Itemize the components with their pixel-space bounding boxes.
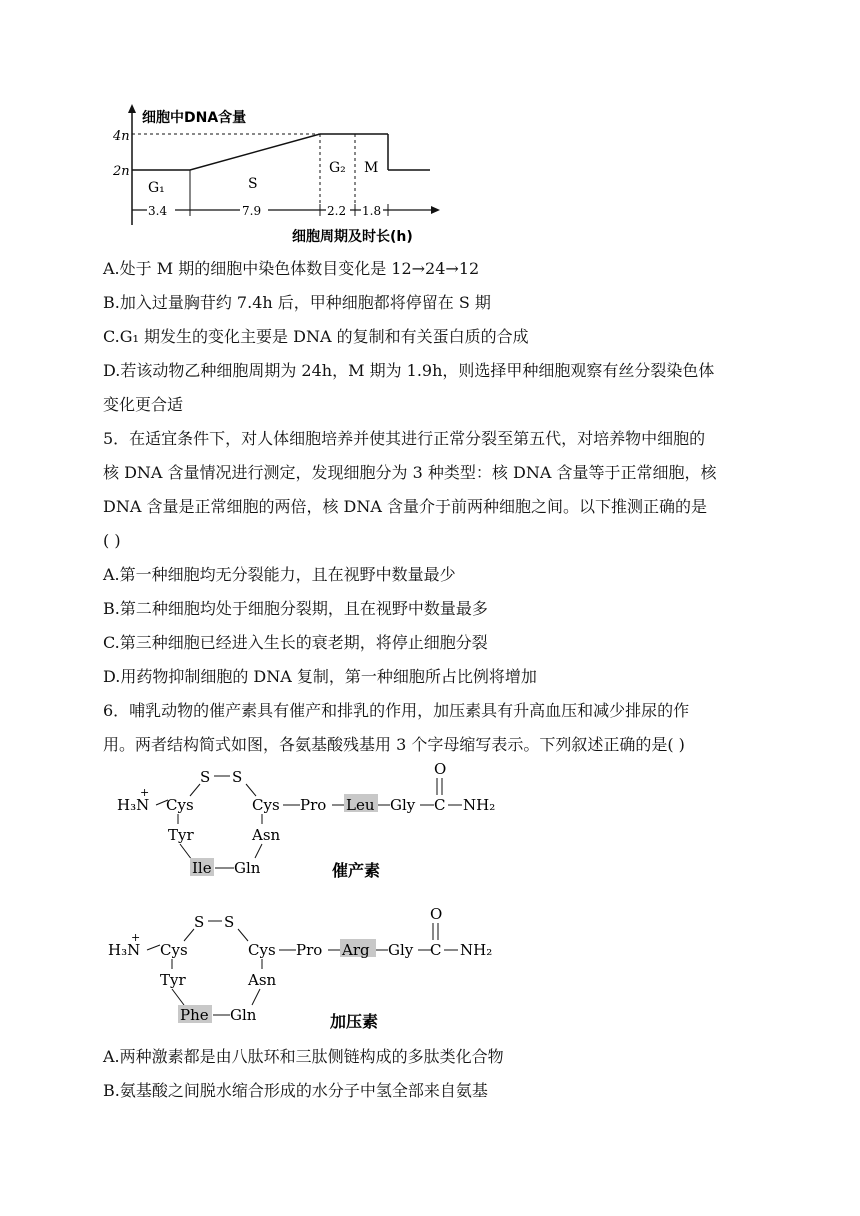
y-tick-2n: 2n bbox=[113, 164, 130, 179]
dna-content-curve bbox=[132, 134, 388, 170]
q5-stem-4: ( ) bbox=[103, 531, 121, 550]
vasopressin-structure bbox=[0, 905, 860, 1045]
oxy-plus: + bbox=[140, 786, 150, 799]
vasopressin-label: 加压素 bbox=[330, 1012, 379, 1031]
vaso-h3n: H₃N bbox=[108, 941, 141, 959]
q5-stem-1: 5．在适宜条件下，对人体细胞培养并使其进行正常分裂至第五代，对培养物中细胞的 bbox=[103, 429, 706, 448]
x-axis-label: 细胞周期及时长(h) bbox=[292, 229, 413, 245]
vaso-cys-1: Cys bbox=[160, 941, 188, 959]
phase-s: S bbox=[248, 176, 258, 192]
q4-option-b: B.加入过量胸苷约 7.4h 后，甲种细胞都将停留在 S 期 bbox=[103, 293, 491, 312]
duration-g2: 2.2 bbox=[327, 204, 347, 218]
q5-stem-2: 核 DNA 含量情况进行测定，发现细胞分为 3 种类型：核 DNA 含量等于正常细胞，核 bbox=[103, 463, 717, 482]
y-tick-4n: 4n bbox=[113, 129, 130, 144]
vaso-nh2: NH₂ bbox=[460, 941, 493, 959]
oxy-o: O bbox=[434, 760, 447, 778]
vaso-c: C bbox=[430, 941, 442, 959]
q5-option-b: B.第二种细胞均处于细胞分裂期，且在视野中数量最多 bbox=[103, 599, 488, 618]
vaso-o: O bbox=[430, 905, 443, 923]
q4-option-d-cont: 变化更合适 bbox=[103, 395, 184, 414]
phase-g2: G₂ bbox=[329, 160, 346, 176]
oxy-pro: Pro bbox=[300, 796, 327, 814]
oxy-leu: Leu bbox=[346, 796, 375, 814]
phase-g1: G₁ bbox=[148, 180, 165, 196]
q4-option-a: A.处于 M 期的细胞中染色体数目变化是 12→24→12 bbox=[103, 259, 480, 278]
oxy-s-2: S bbox=[232, 768, 243, 786]
oxy-asn: Asn bbox=[252, 826, 281, 844]
q5-option-a: A.第一种细胞均无分裂能力，且在视野中数量最少 bbox=[103, 565, 456, 584]
q5-option-d: D.用药物抑制细胞的 DNA 复制，第一种细胞所占比例将增加 bbox=[103, 667, 537, 686]
q6-option-a: A.两种激素都是由八肽环和三肽侧链构成的多肽类化合物 bbox=[103, 1047, 504, 1066]
vaso-gly: Gly bbox=[388, 941, 414, 959]
vaso-s-1: S bbox=[194, 913, 205, 931]
vaso-s-2: S bbox=[224, 913, 235, 931]
duration-s: 7.9 bbox=[242, 204, 262, 218]
vaso-phe: Phe bbox=[180, 1006, 209, 1024]
q5-stem-3: DNA 含量是正常细胞的两倍，核 DNA 含量介于前两种细胞之间。以下推测正确的是 bbox=[103, 497, 708, 516]
phase-m: M bbox=[364, 160, 379, 176]
vaso-cys-2: Cys bbox=[248, 941, 276, 959]
oxy-c: C bbox=[434, 796, 446, 814]
oxy-h3n: H₃N bbox=[117, 796, 150, 814]
q5-option-c: C.第三种细胞已经进入生长的衰老期，将停止细胞分裂 bbox=[103, 633, 488, 652]
vaso-gln: Gln bbox=[230, 1006, 257, 1024]
oxy-gln: Gln bbox=[234, 859, 261, 877]
oxy-cys-1: Cys bbox=[166, 796, 194, 814]
oxy-cys-2: Cys bbox=[252, 796, 280, 814]
q6-option-b: B.氨基酸之间脱水缩合形成的水分子中氢全部来自氨基 bbox=[103, 1081, 488, 1100]
vaso-tyr: Tyr bbox=[160, 971, 186, 989]
oxy-tyr: Tyr bbox=[168, 826, 194, 844]
oxy-ile: Ile bbox=[192, 859, 212, 877]
x-axis-arrow bbox=[431, 206, 440, 214]
vaso-arg: Arg bbox=[342, 941, 370, 959]
y-axis-label: 细胞中DNA含量 bbox=[142, 110, 247, 126]
oxytocin-structure bbox=[0, 760, 860, 900]
q4-option-c: C.G₁ 期发生的变化主要是 DNA 的复制和有关蛋白质的合成 bbox=[103, 327, 529, 346]
duration-m: 1.8 bbox=[362, 204, 382, 218]
vaso-pro: Pro bbox=[296, 941, 323, 959]
vaso-asn: Asn bbox=[248, 971, 277, 989]
oxy-s-1: S bbox=[200, 768, 211, 786]
q6-stem-1: 6．哺乳动物的催产素具有催产和排乳的作用，加压素具有升高血压和减少排尿的作 bbox=[103, 701, 690, 720]
y-axis-arrow bbox=[128, 104, 136, 113]
duration-g1: 3.4 bbox=[148, 204, 168, 218]
oxy-gly: Gly bbox=[390, 796, 416, 814]
q6-stem-2: 用。两者结构简式如图，各氨基酸残基用 3 个字母缩写表示。下列叙述正确的是( ) bbox=[103, 735, 685, 754]
oxy-nh2: NH₂ bbox=[463, 796, 496, 814]
oxytocin-label: 催产素 bbox=[332, 861, 381, 880]
vaso-plus: + bbox=[131, 931, 141, 944]
q4-option-d: D.若该动物乙种细胞周期为 24h，M 期为 1.9h，则选择甲种细胞观察有丝分裂染色体 bbox=[103, 361, 715, 380]
